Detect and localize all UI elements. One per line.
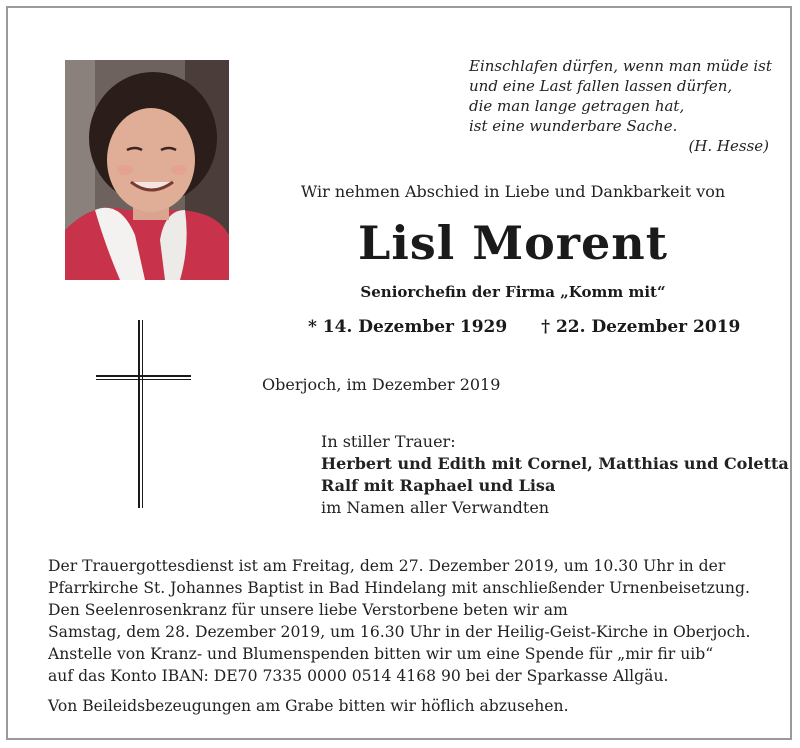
portrait-photo (65, 60, 229, 280)
farewell-intro: Wir nehmen Abschied in Liebe und Dankbarkeit von (300, 182, 726, 201)
mourners-line: Ralf mit Raphael und Lisa (321, 476, 556, 495)
service-line: Den Seelenrosenkranz für unsere liebe Verstorbene beten wir am (48, 601, 568, 619)
service-line: Pfarrkirche St. Johannes Baptist in Bad Hindelang mit anschließender Urnenbeisetzung. (48, 579, 750, 597)
death-date: † 22. Dezember 2019 (541, 317, 741, 337)
service-closing: Von Beileidsbezeugungen am Grabe bitten wir höflich abzusehen. (48, 697, 569, 715)
place-date: Oberjoch, im Dezember 2019 (262, 375, 501, 394)
portrait-illustration (65, 60, 229, 280)
life-dates (308, 317, 741, 337)
service-line: Samstag, dem 28. Dezember 2019, um 16.30 Uhr in der Heilig-Geist-Kirche in Oberjoch. (48, 623, 751, 641)
deceased-name: Lisl Morent (358, 216, 668, 270)
quote-line: ist eine wunderbare Sache. (469, 117, 678, 135)
service-line: Der Trauergottesdienst ist am Freitag, dem 27. Dezember 2019, um 10.30 Uhr in der (48, 557, 726, 575)
quote-line: die man lange getragen hat, (469, 97, 685, 115)
service-info (48, 555, 778, 717)
mourners-intro: In stiller Trauer: (321, 432, 456, 451)
quote-line: Einschlafen dürfen, wenn man müde ist (469, 57, 772, 75)
service-line: Anstelle von Kranz- und Blumenspenden bitten wir um eine Spende für „mir fir uib“ (48, 645, 714, 663)
deceased-role: Seniorchefin der Firma „Komm mit“ (360, 283, 666, 301)
quote-author: (H. Hesse) (688, 137, 769, 155)
birth-date: * 14. Dezember 1929 (308, 317, 508, 337)
obituary-notice (6, 6, 792, 740)
mourners-block (321, 431, 789, 519)
mourners-line: Herbert und Edith mit Cornel, Matthias und Coletta (321, 454, 789, 473)
mourners-outro: im Namen aller Verwandten (321, 498, 550, 517)
service-line: auf das Konto IBAN: DE70 7335 0000 0514 4168 90 bei der Sparkasse Allgäu. (48, 667, 669, 685)
quote-block (469, 56, 771, 156)
cross-icon (96, 320, 196, 510)
quote-line: und eine Last fallen lassen dürfen, (469, 77, 733, 95)
